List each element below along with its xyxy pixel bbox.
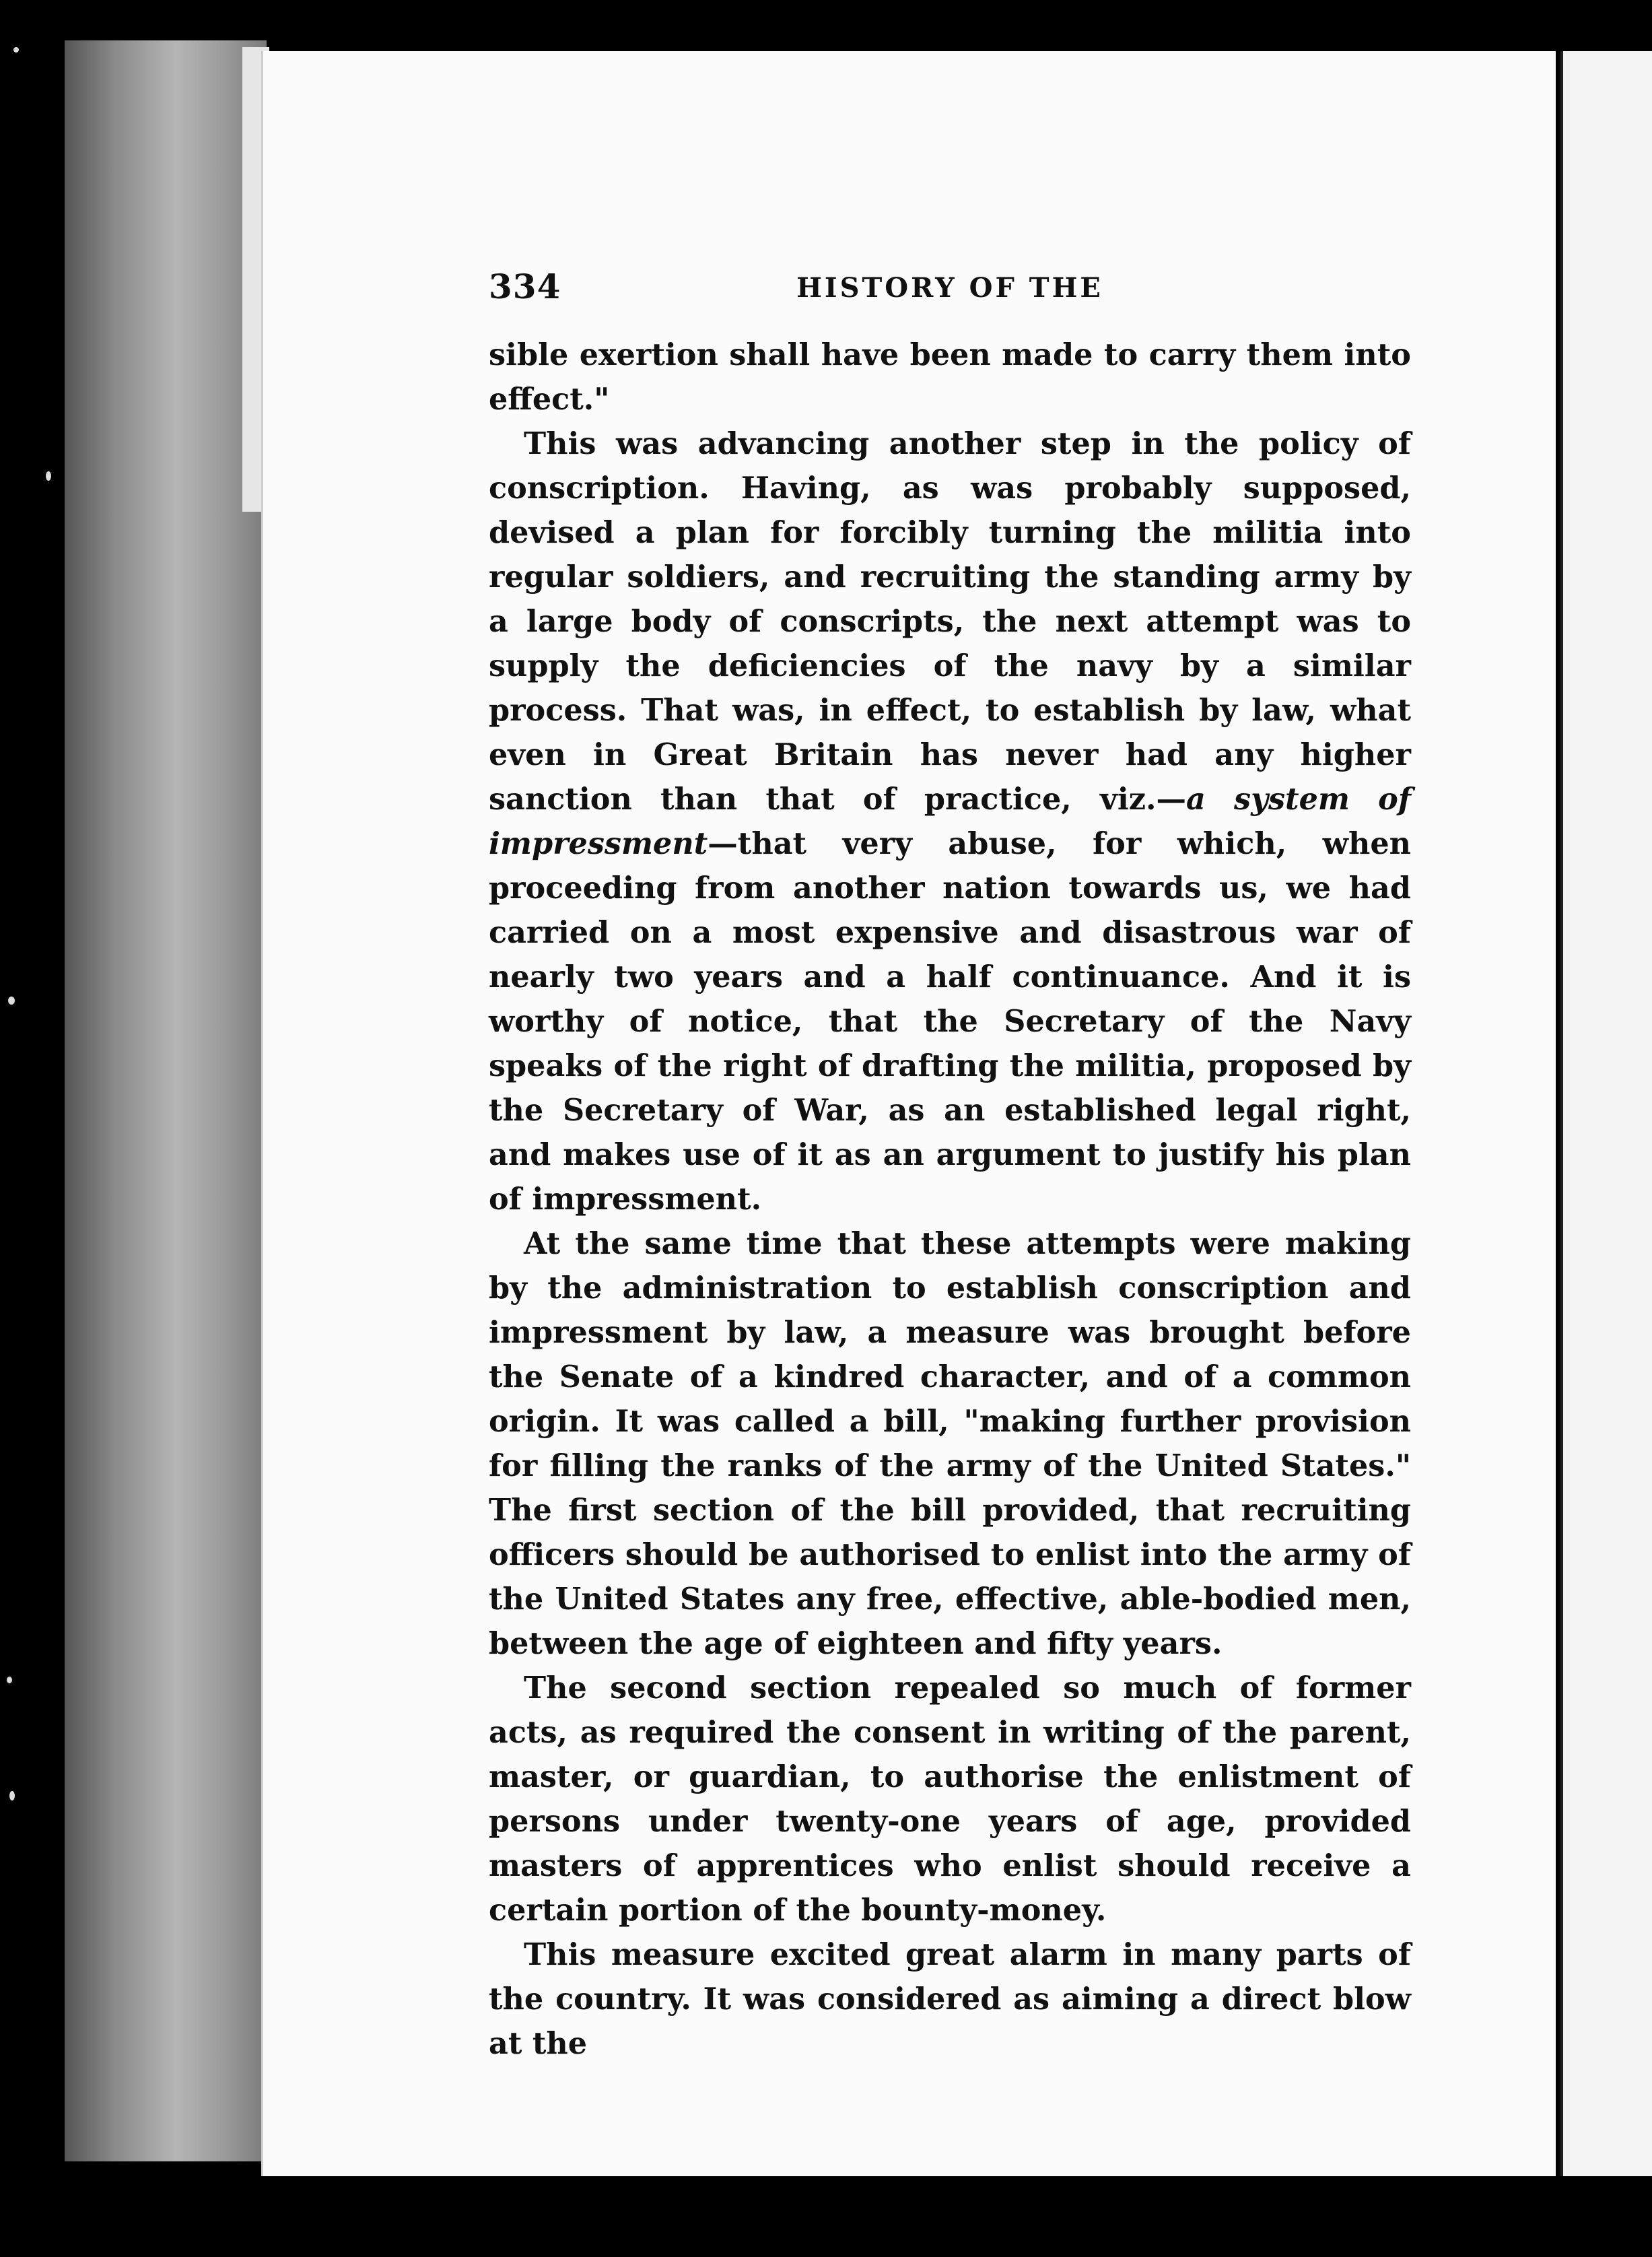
paragraph-2-text-a: This was advancing another step in the policy of conscription. Having, as was probably supposed, devised a plan for forcibly turning the militia into regular soldiers, and recruiting the standing army by a large body of conscripts, the next attempt was to supply the deficiencies of the navy by a similar process. That was, in effect, to establish by law, what even in Great Britain has never had any higher sanction than that of practice, viz.— (489, 426, 1411, 817)
book-page-edge (65, 40, 267, 2161)
paragraph-4: The second section repealed so much of former acts, as required the consent in writing of the parent, master, or guardian, to authorise the enlistment of persons under twenty-one years of age, provided masters of apprentices who enlist should receive a certain portion of the bounty-money. (489, 1671, 1411, 1928)
scan-speck (8, 997, 15, 1005)
paragraph-2-text-b: —that very abuse, for which, when proceeding from another nation towards us, we had carried on a most expensive and disastrous war of nearly two years and a half continuance. And it is worthy of notice, that the Secretary of the Navy speaks of the right of drafting the militia, proposed by the Secretary of War, as an established legal right, and makes use of it as an argument to justify his plan of impressment. (489, 826, 1411, 1217)
running-head: HISTORY OF THE (796, 272, 1103, 304)
paragraph-2 (489, 422, 1411, 1221)
paragraph-2-emphasis: a system of impressment (489, 782, 1412, 861)
scan-speck (9, 1791, 15, 1800)
next-page-edge (1560, 51, 1652, 2176)
page-header (489, 267, 1411, 321)
body-text (489, 333, 1411, 2066)
paragraph-1: sible exertion shall have been made to carry them into effect." (489, 337, 1411, 417)
scan-speck (7, 1677, 12, 1683)
paragraph-3: At the same time that these attempts were making by the administration to establish conscription and impressment by law, a measure was brought before the Senate of a kindred character, and of a common origin. It was called a bill, "making further provision for filling the ranks of the army of the United States." The first section of the bill provided, that recruiting officers should be authorised to enlist into the army of the United States any free, effective, able-bodied men, between the age of eighteen and fifty years. (489, 1226, 1411, 1661)
book-page (261, 51, 1556, 2176)
paragraph-5: This measure excited great alarm in many parts of the country. It was considered as aiming a direct blow at the (489, 1937, 1411, 2061)
page-number: 334 (489, 267, 561, 306)
scan-speck (13, 47, 19, 53)
scan-speck (46, 471, 51, 481)
